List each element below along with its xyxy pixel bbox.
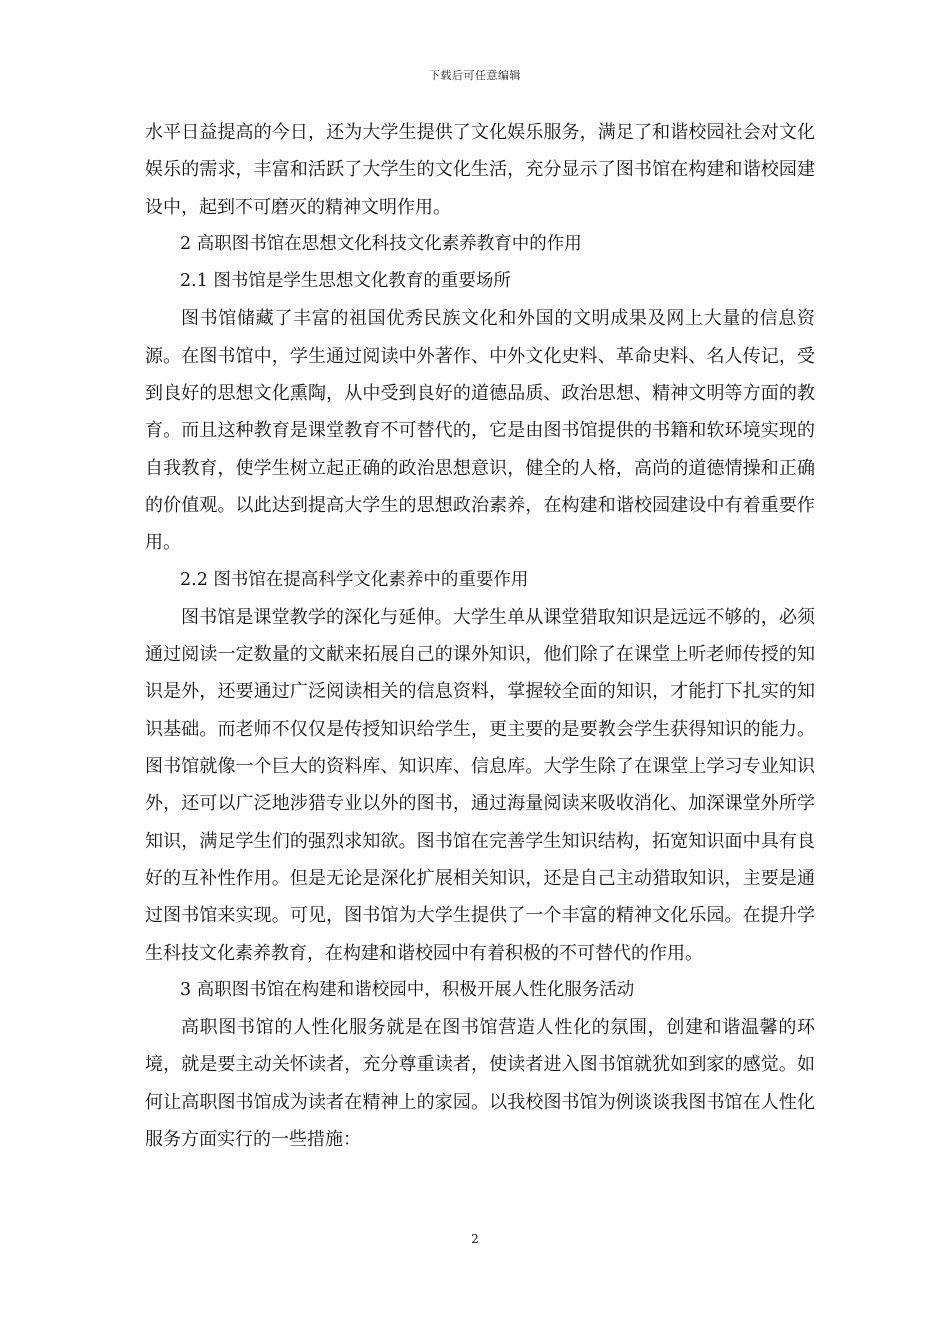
page-header: 下载后可任意编辑 bbox=[429, 69, 521, 82]
paragraph-2-2: 图书馆是课堂教学的深化与延伸。大学生单从课堂猎取知识是远远不够的，必须通过阅读一定数量的文献来拓展自己的课外知识，他们除了在课堂上听老师传授的知识是外，还要通过广泛阅读相关的信息资料，掌握较全面的知识，才能打下扎实的知识基础。而老师不仅仅是传授知识给学生，更主要的是要教会学生获得知识的能力。图书馆就像一个巨大的资料库、知识库、信息库。大学生除了在课堂上学习专业知识外，还可以广泛地涉猎专业以外的图书，通过海量阅读来吸收消化、加深课堂外所学知识，满足学生们的强烈求知欲。图书馆在完善学生知识结构，拓宽知识面中具有良好的互补性作用。但是无论是深化扩展相关知识，还是自己主动猎取知识，主要是通过图书馆来实现。可见，图书馆为大学生提供了一个丰富的精神文化乐园。在提升学生科技文化素养教育，在构建和谐校园中有着积极的不可替代的作用。 bbox=[145, 606, 815, 964]
paragraph-continuation: 水平日益提高的今日，还为大学生提供了文化娱乐服务，满足了和谐校园社会对文化娱乐的需求，丰富和活跃了大学生的文化生活，充分显示了图书馆在构建和谐校园建设中，起到不可磨灭的精神文明作用。 bbox=[145, 122, 815, 218]
section-heading-2: 2 高职图书馆在思想文化科技文化素养教育中的作用 bbox=[180, 233, 582, 254]
page-number: 2 bbox=[471, 1232, 479, 1246]
subsection-heading-2-1: 2.1 图书馆是学生思想文化教育的重要场所 bbox=[180, 271, 511, 292]
subsection-heading-2-2: 2.2 图书馆在提高科学文化素养中的重要作用 bbox=[180, 569, 529, 590]
paragraph-2-1: 图书馆储藏了丰富的祖国优秀民族文化和外国的文明成果及网上大量的信息资源。在图书馆中，学生通过阅读中外著作、中外文化史料、革命史料、名人传记，受到良好的思想文化熏陶，从中受到良好的道德品质、政治思想、精神文明等方面的教育。而且这种教育是课堂教育不可替代的，它是由图书馆提供的书籍和软环境实现的自我教育，使学生树立起正确的政治思想意识，健全的人格，高尚的道德情操和正确的价值观。以此达到提高大学生的思想政治素养，在构建和谐校园建设中有着重要作用。 bbox=[145, 308, 815, 554]
paragraph-3: 高职图书馆的人性化服务就是在图书馆营造人性化的氛围，创建和谐温馨的环境，就是要主动关怀读者，充分尊重读者，使读者进入图书馆就犹如到家的感觉。如何让高职图书馆成为读者在精神上的家园。以我校图书馆为例谈谈我图书馆在人性化服务方面实行的一些措施： bbox=[145, 1017, 815, 1151]
document-body bbox=[145, 114, 815, 1158]
section-heading-3: 3 高职图书馆在构建和谐校园中，积极开展人性化服务活动 bbox=[180, 979, 635, 1000]
